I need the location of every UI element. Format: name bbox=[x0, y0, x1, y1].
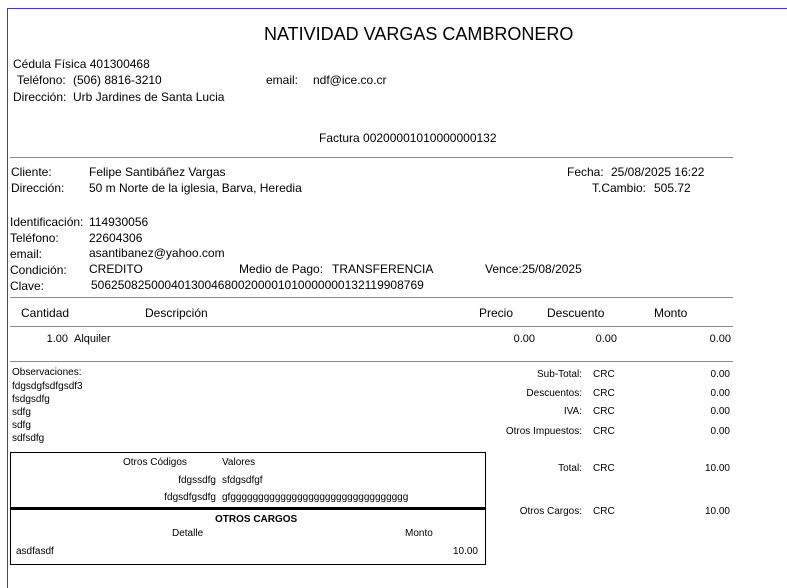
client-email: asantibanez@yahoo.com bbox=[89, 246, 225, 260]
otros-cargos-currency: CRC bbox=[593, 506, 615, 517]
otros-impuestos-value: 0.00 bbox=[710, 426, 730, 437]
col-precio-header: Precio bbox=[479, 306, 514, 320]
client-telefono-label: Teléfono: bbox=[10, 231, 59, 245]
iva-value: 0.00 bbox=[710, 406, 730, 417]
invoice-number: 00200001010000000132 bbox=[363, 131, 497, 145]
otros-cargos-monto-header: Monto bbox=[405, 528, 433, 539]
subtotal-label: Sub-Total: bbox=[536, 369, 582, 380]
otros-cargos-title: OTROS CARGOS bbox=[215, 514, 298, 525]
row-monto: 0.00 bbox=[709, 333, 731, 345]
otros-cargos-label: Otros Cargos: bbox=[519, 506, 582, 517]
total-currency: CRC bbox=[593, 463, 615, 474]
client-clave-label: Clave: bbox=[10, 279, 45, 293]
otros-cargos-value: 10.00 bbox=[704, 506, 730, 517]
client-direccion: 50 m Norte de la iglesia, Barva, Heredia bbox=[89, 181, 302, 195]
subtotal-value: 0.00 bbox=[710, 369, 730, 380]
row-cantidad: 1.00 bbox=[46, 333, 68, 345]
subtotal-currency: CRC bbox=[593, 369, 615, 380]
otros-codigo-item: fdgssdfg bbox=[178, 475, 216, 486]
client-vence-row bbox=[485, 262, 582, 276]
divider bbox=[10, 361, 733, 362]
otros-codigo-valor: sfdgsdfgf bbox=[222, 475, 263, 486]
observaciones-line: fdgsdgfsdfgsdf3 bbox=[12, 381, 83, 392]
valores-header: Valores bbox=[222, 457, 256, 468]
otros-cargos-monto: 10.00 bbox=[452, 546, 478, 557]
issuer-name: NATIVIDAD VARGAS CAMBRONERO bbox=[264, 24, 574, 44]
row-descripcion: Alquiler bbox=[74, 333, 111, 345]
descuentos-value: 0.00 bbox=[710, 388, 730, 399]
otros-impuestos-currency: CRC bbox=[593, 426, 615, 437]
client-condicion: CREDITO bbox=[89, 262, 143, 276]
row-descuento: 0.00 bbox=[595, 333, 617, 345]
col-monto-header: Monto bbox=[654, 306, 688, 320]
divider bbox=[10, 297, 733, 298]
client-medio-label: Medio de Pago: bbox=[239, 262, 324, 276]
total-label: Total: bbox=[558, 463, 582, 474]
observaciones-line: sdfg bbox=[12, 420, 31, 431]
client-vence: 25/08/2025 bbox=[521, 262, 582, 276]
client-telefono: 22604306 bbox=[89, 231, 143, 245]
col-cantidad-header: Cantidad bbox=[21, 306, 70, 320]
col-descuento-header: Descuento bbox=[547, 306, 605, 320]
invoice-title bbox=[319, 131, 497, 145]
total-value: 10.00 bbox=[704, 463, 730, 474]
otros-cargos-detalle: asdfasdf bbox=[16, 546, 54, 557]
otros-impuestos-label: Otros Impuestos: bbox=[505, 426, 582, 437]
iva-label: IVA: bbox=[563, 406, 582, 417]
otros-codigo-item: fdgsdfgsdfg bbox=[164, 492, 216, 503]
client-condicion-label: Condición: bbox=[10, 263, 67, 277]
client-medio: TRANSFERENCIA bbox=[332, 262, 434, 276]
observaciones-label: Observaciones: bbox=[12, 367, 82, 378]
window-border-top bbox=[7, 8, 787, 9]
invoice-label: Factura bbox=[319, 131, 360, 145]
client-cliente-label: Cliente: bbox=[11, 165, 52, 179]
issuer-direccion-label: Dirección: bbox=[13, 90, 67, 104]
client-tcambio: 505.72 bbox=[654, 181, 691, 195]
client-identificacion-label: Identificación: bbox=[10, 215, 84, 229]
row-precio: 0.00 bbox=[513, 333, 535, 345]
client-identificacion: 114930056 bbox=[89, 215, 149, 229]
issuer-email: ndf@ice.co.cr bbox=[313, 73, 387, 87]
window-border-left bbox=[7, 8, 8, 588]
divider bbox=[10, 326, 733, 327]
otros-cargos-detalle-header: Detalle bbox=[172, 528, 204, 539]
observaciones-line: sdfsdfg bbox=[12, 433, 45, 444]
client-direccion-label: Dirección: bbox=[11, 181, 65, 195]
client-cliente: Felipe Santibáñez Vargas bbox=[89, 165, 226, 179]
divider bbox=[10, 157, 733, 158]
issuer-direccion: Urb Jardines de Santa Lucia bbox=[73, 90, 225, 104]
issuer-telefono-label: Teléfono: bbox=[17, 73, 66, 87]
client-fecha: 25/08/2025 16:22 bbox=[611, 165, 705, 179]
descuentos-label: Descuentos: bbox=[526, 388, 582, 399]
issuer-email-label: email: bbox=[266, 73, 299, 87]
client-vence-label: Vence: bbox=[485, 262, 522, 276]
otros-codigo-valor: gfgggggggggggggggggggggggggggggggg bbox=[222, 492, 409, 503]
observaciones-line: fsdgsdfg bbox=[12, 394, 50, 405]
client-fecha-label: Fecha: bbox=[567, 165, 604, 179]
client-clave: 50625082500040130046800200001010000000132119908769 bbox=[91, 278, 424, 292]
issuer-cedula-row bbox=[13, 57, 150, 71]
issuer-cedula: 401300468 bbox=[89, 57, 150, 71]
otros-codigos-header: Otros Códigos bbox=[123, 457, 187, 468]
client-email-label: email: bbox=[10, 247, 43, 261]
observaciones-line: sdfg bbox=[12, 407, 31, 418]
issuer-telefono: (506) 8816-3210 bbox=[73, 73, 162, 87]
issuer-cedula-label: Cédula Física bbox=[13, 57, 87, 71]
client-tcambio-label: T.Cambio: bbox=[592, 181, 647, 195]
descuentos-currency: CRC bbox=[593, 388, 615, 399]
col-descripcion-header: Descripción bbox=[145, 306, 208, 320]
iva-currency: CRC bbox=[593, 406, 615, 417]
